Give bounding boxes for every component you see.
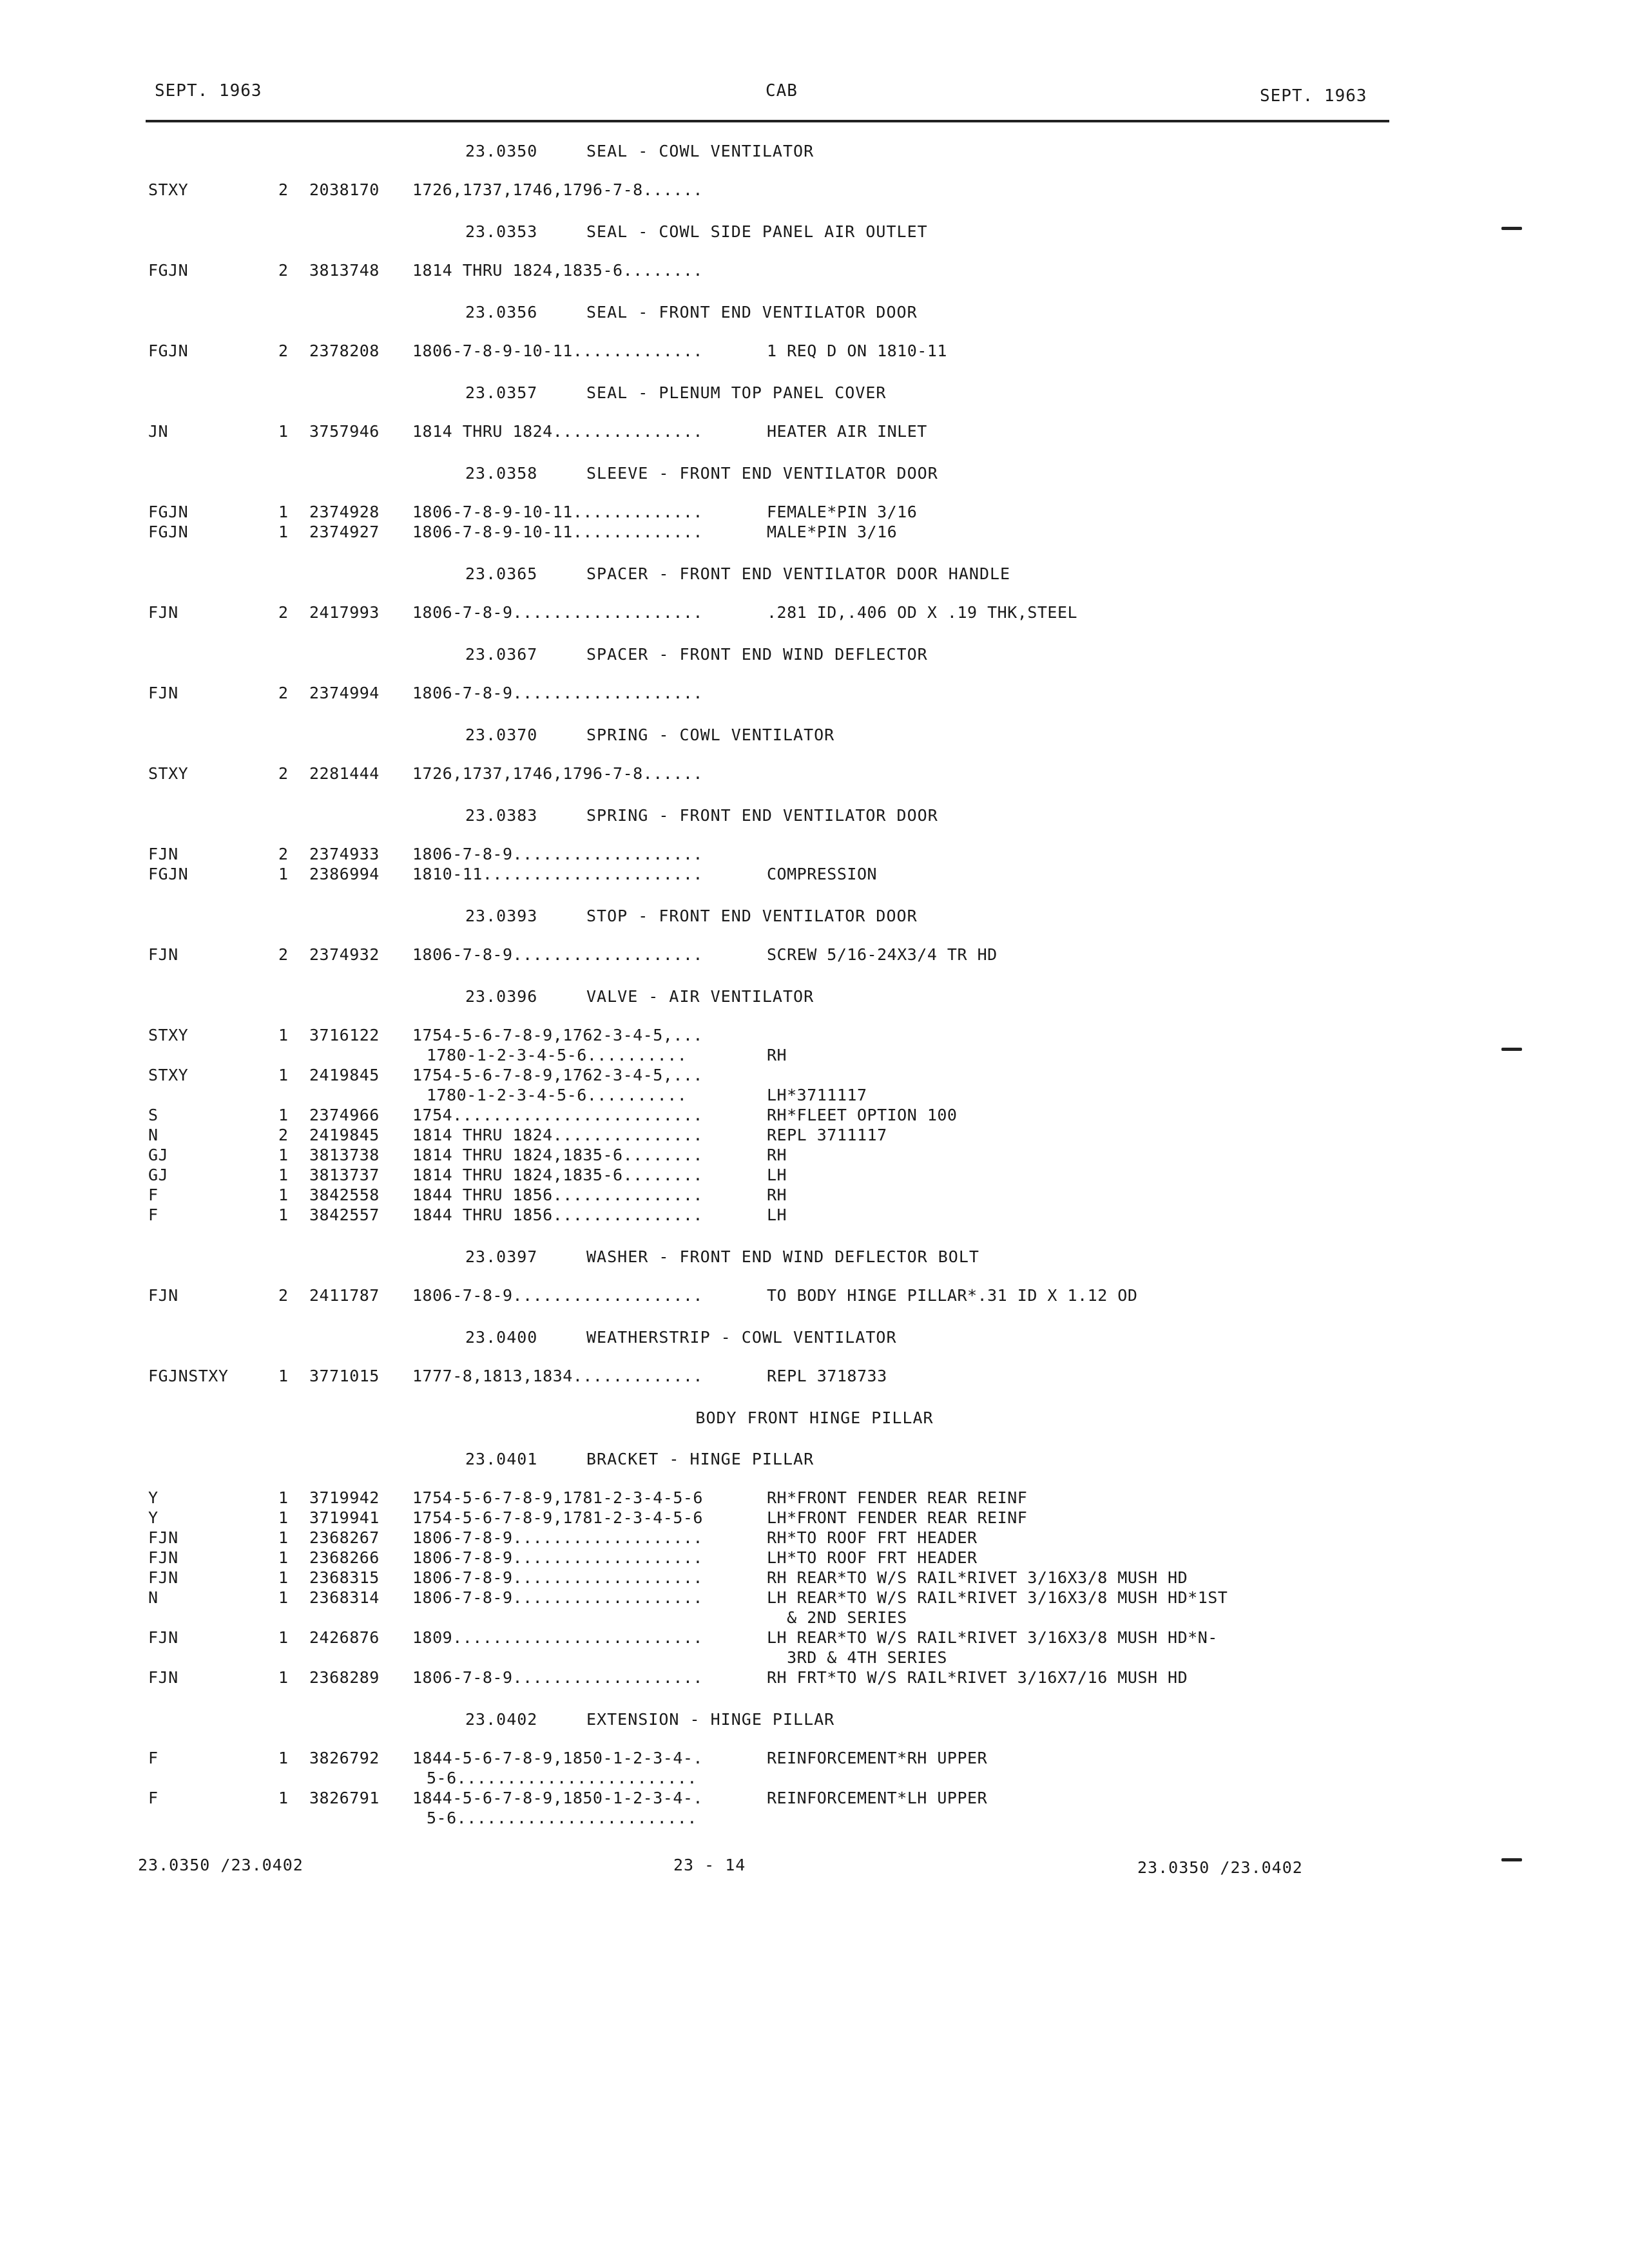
model-list: 1810-11...................... — [412, 865, 703, 883]
part-entry — [0, 1106, 1629, 1126]
quantity: 1 — [278, 523, 289, 541]
part-number: 3719941 — [309, 1508, 380, 1527]
header-date-left: SEPT. 1963 — [155, 81, 262, 101]
model-code: GJ — [148, 1146, 169, 1164]
quantity: 2 — [278, 845, 289, 863]
header-date-right: SEPT. 1963 — [1260, 86, 1367, 106]
entry-continuation — [0, 1648, 1629, 1668]
model-list: 1806-7-8-9................... — [412, 684, 703, 702]
page-margin-mark — [1501, 1048, 1522, 1051]
quantity: 1 — [278, 1367, 289, 1385]
section-number: 23.0367 — [465, 645, 538, 664]
part-entry — [0, 1548, 1629, 1568]
model-code: FJN — [148, 1628, 178, 1647]
part-description: LH*TO ROOF FRT HEADER — [767, 1548, 978, 1567]
entry-list — [0, 417, 1629, 456]
section-number: 23.0401 — [465, 1450, 538, 1468]
part-entry — [0, 1528, 1629, 1548]
quantity: 2 — [278, 603, 289, 622]
part-description: LH REAR*TO W/S RAIL*RIVET 3/16X3/8 MUSH HD*1ST — [767, 1588, 1228, 1607]
part-number: 2374928 — [309, 503, 380, 521]
model-list: 1806-7-8-9-10-11............. — [412, 341, 703, 360]
model-code: F — [148, 1789, 159, 1807]
part-description: LH REAR*TO W/S RAIL*RIVET 3/16X3/8 MUSH HD*N- — [767, 1628, 1218, 1647]
part-number: 2419845 — [309, 1126, 380, 1144]
entry-list — [0, 1281, 1629, 1320]
model-list: 1806-7-8-9................... — [412, 1548, 703, 1567]
quantity: 1 — [278, 503, 289, 521]
part-number: 2374966 — [309, 1106, 380, 1124]
part-number: 2281444 — [309, 764, 380, 783]
model-list: 1806-7-8-9................... — [412, 1528, 703, 1547]
part-entry — [0, 1367, 1629, 1387]
part-number: 3771015 — [309, 1367, 380, 1385]
model-list: 1844 THRU 1856............... — [412, 1186, 703, 1204]
section-heading — [0, 1240, 1629, 1281]
section-number: 23.0396 — [465, 987, 538, 1006]
quantity: 2 — [278, 1286, 289, 1305]
section-title: SPRING - FRONT END VENTILATOR DOOR — [586, 806, 938, 825]
part-entry — [0, 503, 1629, 523]
model-list: 1754......................... — [412, 1106, 703, 1124]
entry-continuation — [0, 1769, 1629, 1789]
entry-list — [0, 1361, 1629, 1401]
quantity: 1 — [278, 1488, 289, 1507]
part-entry — [0, 845, 1629, 865]
model-list: 1780-1-2-3-4-5-6.......... — [427, 1046, 688, 1064]
catalog-section — [0, 456, 1629, 557]
model-list: 1726,1737,1746,1796-7-8...... — [412, 764, 703, 783]
part-description: COMPRESSION — [767, 865, 878, 883]
section-number: 23.0353 — [465, 222, 538, 241]
part-number: 2368314 — [309, 1588, 380, 1607]
model-list: 1726,1737,1746,1796-7-8...... — [412, 180, 703, 199]
model-code: FJN — [148, 1668, 178, 1687]
section-heading — [0, 134, 1629, 175]
quantity: 2 — [278, 945, 289, 964]
quantity: 1 — [278, 1066, 289, 1084]
part-number: 2426876 — [309, 1628, 380, 1647]
quantity: 1 — [278, 1186, 289, 1204]
section-heading — [0, 718, 1629, 759]
part-entry — [0, 422, 1629, 442]
part-entry — [0, 261, 1629, 281]
part-number: 2038170 — [309, 180, 380, 199]
part-number: 2368267 — [309, 1528, 380, 1547]
section-title: VALVE - AIR VENTILATOR — [586, 987, 815, 1006]
model-code: FGJN — [148, 261, 189, 280]
part-number: 3813737 — [309, 1166, 380, 1184]
entry-list — [0, 940, 1629, 979]
part-entry — [0, 1166, 1629, 1186]
model-code: STXY — [148, 1066, 189, 1084]
model-list: 1806-7-8-9-10-11............. — [412, 523, 703, 541]
section-heading — [0, 1401, 1629, 1442]
part-description: 3RD & 4TH SERIES — [767, 1648, 947, 1667]
model-code: FJN — [148, 684, 178, 702]
part-number: 3826791 — [309, 1789, 380, 1807]
part-number: 2417993 — [309, 603, 380, 622]
entry-list — [0, 175, 1629, 215]
footer-range-right: 23.0350 /23.0402 — [1137, 1858, 1303, 1877]
model-code: JN — [148, 422, 169, 441]
model-list: 1806-7-8-9................... — [412, 945, 703, 964]
model-list: 1844 THRU 1856............... — [412, 1206, 703, 1224]
section-heading — [0, 637, 1629, 678]
quantity: 2 — [278, 261, 289, 280]
part-entry — [0, 523, 1629, 543]
model-code: FGJNSTXY — [148, 1367, 229, 1385]
part-entry — [0, 1206, 1629, 1225]
catalog-section — [0, 295, 1629, 376]
entry-list — [0, 256, 1629, 295]
catalog-section — [0, 718, 1629, 798]
entry-continuation — [0, 1086, 1629, 1106]
quantity: 1 — [278, 1528, 289, 1547]
part-description: LH — [767, 1166, 787, 1184]
section-heading — [0, 798, 1629, 840]
quantity: 1 — [278, 1106, 289, 1124]
model-list: 1844-5-6-7-8-9,1850-1-2-3-4-. — [412, 1749, 703, 1767]
entry-list — [0, 1744, 1629, 1843]
entry-list — [0, 840, 1629, 899]
header-rule — [146, 120, 1389, 122]
part-number: 2368266 — [309, 1548, 380, 1567]
quantity: 2 — [278, 180, 289, 199]
quantity: 1 — [278, 1568, 289, 1587]
part-description: LH — [767, 1206, 787, 1224]
section-title: SPRING - COWL VENTILATOR — [586, 726, 835, 744]
part-number: 2386994 — [309, 865, 380, 883]
part-number: 2368315 — [309, 1568, 380, 1587]
section-number: 23.0402 — [465, 1710, 538, 1729]
model-code: F — [148, 1186, 159, 1204]
quantity: 1 — [278, 865, 289, 883]
model-list: 1814 THRU 1824,1835-6........ — [412, 1146, 703, 1164]
part-description: .281 ID,.406 OD X .19 THK,STEEL — [767, 603, 1078, 622]
section-number: 23.0370 — [465, 726, 538, 744]
quantity: 2 — [278, 1126, 289, 1144]
section-heading — [0, 979, 1629, 1021]
quantity: 1 — [278, 1146, 289, 1164]
catalog-section — [0, 899, 1629, 979]
part-entry — [0, 341, 1629, 361]
model-list: 1814 THRU 1824............... — [412, 1126, 703, 1144]
part-entry — [0, 1508, 1629, 1528]
section-heading — [0, 1702, 1629, 1744]
part-description: TO BODY HINGE PILLAR*.31 ID X 1.12 OD — [767, 1286, 1138, 1305]
model-list: 5-6........................ — [427, 1769, 697, 1787]
part-entry — [0, 1668, 1629, 1688]
part-entry — [0, 764, 1629, 784]
model-code: FJN — [148, 1548, 178, 1567]
section-heading — [0, 376, 1629, 417]
part-entry — [0, 1488, 1629, 1508]
part-description: & 2ND SERIES — [767, 1608, 907, 1627]
entry-continuation — [0, 1809, 1629, 1829]
model-list: 1806-7-8-9-10-11............. — [412, 503, 703, 521]
part-description: RH — [767, 1046, 787, 1064]
section-number: 23.0365 — [465, 564, 538, 583]
part-number: 3842557 — [309, 1206, 380, 1224]
model-code: FJN — [148, 1286, 178, 1305]
part-entry — [0, 1588, 1629, 1608]
part-description: RH FRT*TO W/S RAIL*RIVET 3/16X7/16 MUSH HD — [767, 1668, 1188, 1687]
entry-continuation — [0, 1046, 1629, 1066]
section-number: 23.0393 — [465, 907, 538, 925]
part-description: RH REAR*TO W/S RAIL*RIVET 3/16X3/8 MUSH HD — [767, 1568, 1188, 1587]
model-list: 1814 THRU 1824,1835-6........ — [412, 1166, 703, 1184]
part-entry — [0, 1146, 1629, 1166]
model-list: 1780-1-2-3-4-5-6.......... — [427, 1086, 688, 1104]
model-code: F — [148, 1749, 159, 1767]
model-code: FJN — [148, 1568, 178, 1587]
section-heading — [0, 899, 1629, 940]
entry-list — [0, 598, 1629, 637]
part-description: REINFORCEMENT*LH UPPER — [767, 1789, 988, 1807]
model-list: 1809......................... — [412, 1628, 703, 1647]
part-description: REPL 3718733 — [767, 1367, 887, 1385]
part-number: 3813748 — [309, 261, 380, 280]
part-number: 2374933 — [309, 845, 380, 863]
footer-range-left: 23.0350 /23.0402 — [138, 1856, 304, 1874]
part-description: REINFORCEMENT*RH UPPER — [767, 1749, 988, 1767]
part-number: 2378208 — [309, 341, 380, 360]
part-number: 3719942 — [309, 1488, 380, 1507]
model-list: 1754-5-6-7-8-9,1762-3-4-5,... — [412, 1066, 703, 1084]
model-list: 1814 THRU 1824............... — [412, 422, 703, 441]
part-entry — [0, 1749, 1629, 1769]
part-description: RH — [767, 1186, 787, 1204]
section-heading — [0, 215, 1629, 256]
model-list: 1754-5-6-7-8-9,1762-3-4-5,... — [412, 1026, 703, 1044]
section-title: STOP - FRONT END VENTILATOR DOOR — [586, 907, 918, 925]
footer-page-number: 23 - 14 — [673, 1856, 746, 1874]
quantity: 1 — [278, 422, 289, 441]
quantity: 2 — [278, 684, 289, 702]
section-title: BRACKET - HINGE PILLAR — [586, 1450, 815, 1468]
section-heading — [0, 557, 1629, 598]
section-title: BODY FRONT HINGE PILLAR — [695, 1408, 934, 1427]
part-entry — [0, 684, 1629, 704]
part-number: 2411787 — [309, 1286, 380, 1305]
part-number: 3716122 — [309, 1026, 380, 1044]
catalog-section — [0, 1442, 1629, 1702]
part-description: REPL 3711117 — [767, 1126, 887, 1144]
part-entry — [0, 1186, 1629, 1206]
section-title: SEAL - COWL SIDE PANEL AIR OUTLET — [586, 222, 928, 241]
quantity: 1 — [278, 1206, 289, 1224]
part-entry — [0, 865, 1629, 885]
part-number: 2374932 — [309, 945, 380, 964]
model-code: FJN — [148, 1528, 178, 1547]
entry-list — [0, 1021, 1629, 1240]
quantity: 1 — [278, 1588, 289, 1607]
catalog-section — [0, 798, 1629, 899]
quantity: 2 — [278, 764, 289, 783]
section-number: 23.0400 — [465, 1328, 538, 1347]
quantity: 1 — [278, 1026, 289, 1044]
section-title: SPACER - FRONT END VENTILATOR DOOR HANDLE — [586, 564, 1011, 583]
quantity: 1 — [278, 1166, 289, 1184]
part-description: RH*FRONT FENDER REAR REINF — [767, 1488, 1028, 1507]
model-code: Y — [148, 1508, 159, 1527]
catalog-section — [0, 1240, 1629, 1320]
model-code: GJ — [148, 1166, 169, 1184]
part-description: RH — [767, 1146, 787, 1164]
quantity: 1 — [278, 1628, 289, 1647]
quantity: 1 — [278, 1548, 289, 1567]
section-number: 23.0350 — [465, 142, 538, 160]
section-heading — [0, 456, 1629, 497]
model-code: N — [148, 1588, 159, 1607]
catalog-section — [0, 979, 1629, 1240]
model-code: FJN — [148, 945, 178, 964]
model-list: 1806-7-8-9................... — [412, 603, 703, 622]
quantity: 1 — [278, 1668, 289, 1687]
part-number: 3757946 — [309, 422, 380, 441]
section-number: 23.0358 — [465, 464, 538, 483]
section-title: WEATHERSTRIP - COWL VENTILATOR — [586, 1328, 897, 1347]
page-margin-mark — [1501, 227, 1522, 230]
model-list: 1754-5-6-7-8-9,1781-2-3-4-5-6 — [412, 1508, 703, 1527]
section-title: SEAL - PLENUM TOP PANEL COVER — [586, 383, 887, 402]
section-title: SEAL - FRONT END VENTILATOR DOOR — [586, 303, 918, 322]
section-number: 23.0356 — [465, 303, 538, 322]
model-code: STXY — [148, 1026, 189, 1044]
section-heading — [0, 295, 1629, 336]
part-description: SCREW 5/16-24X3/4 TR HD — [767, 945, 998, 964]
part-description: RH*TO ROOF FRT HEADER — [767, 1528, 978, 1547]
part-entry — [0, 603, 1629, 623]
quantity: 1 — [278, 1508, 289, 1527]
part-number: 2419845 — [309, 1066, 380, 1084]
catalog-section — [0, 1320, 1629, 1401]
entry-continuation — [0, 1608, 1629, 1628]
quantity: 1 — [278, 1789, 289, 1807]
part-number: 2374994 — [309, 684, 380, 702]
catalog-section — [0, 134, 1629, 215]
model-code: STXY — [148, 180, 189, 199]
model-code: FGJN — [148, 865, 189, 883]
part-description: FEMALE*PIN 3/16 — [767, 503, 918, 521]
catalog-section — [0, 376, 1629, 456]
entry-list — [0, 678, 1629, 718]
page-margin-mark — [1501, 1858, 1522, 1861]
model-list: 1777-8,1813,1834............. — [412, 1367, 703, 1385]
section-heading — [0, 1442, 1629, 1483]
part-number: 3842558 — [309, 1186, 380, 1204]
part-entry — [0, 180, 1629, 200]
catalog-section — [0, 557, 1629, 637]
catalog-section — [0, 215, 1629, 295]
section-title: SPACER - FRONT END WIND DEFLECTOR — [586, 645, 928, 664]
part-entry — [0, 1568, 1629, 1588]
model-code: S — [148, 1106, 159, 1124]
section-title: EXTENSION - HINGE PILLAR — [586, 1710, 835, 1729]
section-title: SLEEVE - FRONT END VENTILATOR DOOR — [586, 464, 938, 483]
section-number: 23.0383 — [465, 806, 538, 825]
section-number: 23.0357 — [465, 383, 538, 402]
catalog-section — [0, 1702, 1629, 1843]
part-entry — [0, 945, 1629, 965]
model-code: Y — [148, 1488, 159, 1507]
model-code: STXY — [148, 764, 189, 783]
model-list: 1806-7-8-9................... — [412, 1568, 703, 1587]
model-code: FJN — [148, 603, 178, 622]
model-code: N — [148, 1126, 159, 1144]
model-code: FGJN — [148, 523, 189, 541]
part-description: 1 REQ D ON 1810-11 — [767, 341, 947, 360]
model-list: 1806-7-8-9................... — [412, 1588, 703, 1607]
model-list: 1806-7-8-9................... — [412, 1668, 703, 1687]
model-list: 1754-5-6-7-8-9,1781-2-3-4-5-6 — [412, 1488, 703, 1507]
model-code: FGJN — [148, 503, 189, 521]
part-entry — [0, 1789, 1629, 1809]
part-description: HEATER AIR INLET — [767, 422, 927, 441]
entry-list — [0, 497, 1629, 557]
part-description: MALE*PIN 3/16 — [767, 523, 898, 541]
part-description: LH*FRONT FENDER REAR REINF — [767, 1508, 1028, 1527]
section-heading — [0, 1320, 1629, 1361]
model-list: 1844-5-6-7-8-9,1850-1-2-3-4-. — [412, 1789, 703, 1807]
quantity: 2 — [278, 341, 289, 360]
catalog-section — [0, 1401, 1629, 1442]
header-section-title: CAB — [766, 81, 798, 101]
part-number: 2368289 — [309, 1668, 380, 1687]
entry-list — [0, 336, 1629, 376]
section-number: 23.0397 — [465, 1247, 538, 1266]
part-entry — [0, 1026, 1629, 1046]
parts-catalog-body — [0, 134, 1629, 1843]
part-entry — [0, 1628, 1629, 1648]
catalog-section — [0, 637, 1629, 718]
entry-list — [0, 1483, 1629, 1702]
model-list: 5-6........................ — [427, 1809, 697, 1827]
quantity: 1 — [278, 1749, 289, 1767]
part-number: 3813738 — [309, 1146, 380, 1164]
part-description: LH*3711117 — [767, 1086, 867, 1104]
part-number: 2374927 — [309, 523, 380, 541]
model-list: 1806-7-8-9................... — [412, 845, 703, 863]
model-list: 1806-7-8-9................... — [412, 1286, 703, 1305]
part-number: 3826792 — [309, 1749, 380, 1767]
model-code: FGJN — [148, 341, 189, 360]
section-title: SEAL - COWL VENTILATOR — [586, 142, 815, 160]
part-entry — [0, 1126, 1629, 1146]
model-code: FJN — [148, 845, 178, 863]
section-title: WASHER - FRONT END WIND DEFLECTOR BOLT — [586, 1247, 979, 1266]
model-list: 1814 THRU 1824,1835-6........ — [412, 261, 703, 280]
part-description: RH*FLEET OPTION 100 — [767, 1106, 958, 1124]
part-entry — [0, 1066, 1629, 1086]
entry-list — [0, 759, 1629, 798]
part-entry — [0, 1286, 1629, 1306]
model-code: F — [148, 1206, 159, 1224]
